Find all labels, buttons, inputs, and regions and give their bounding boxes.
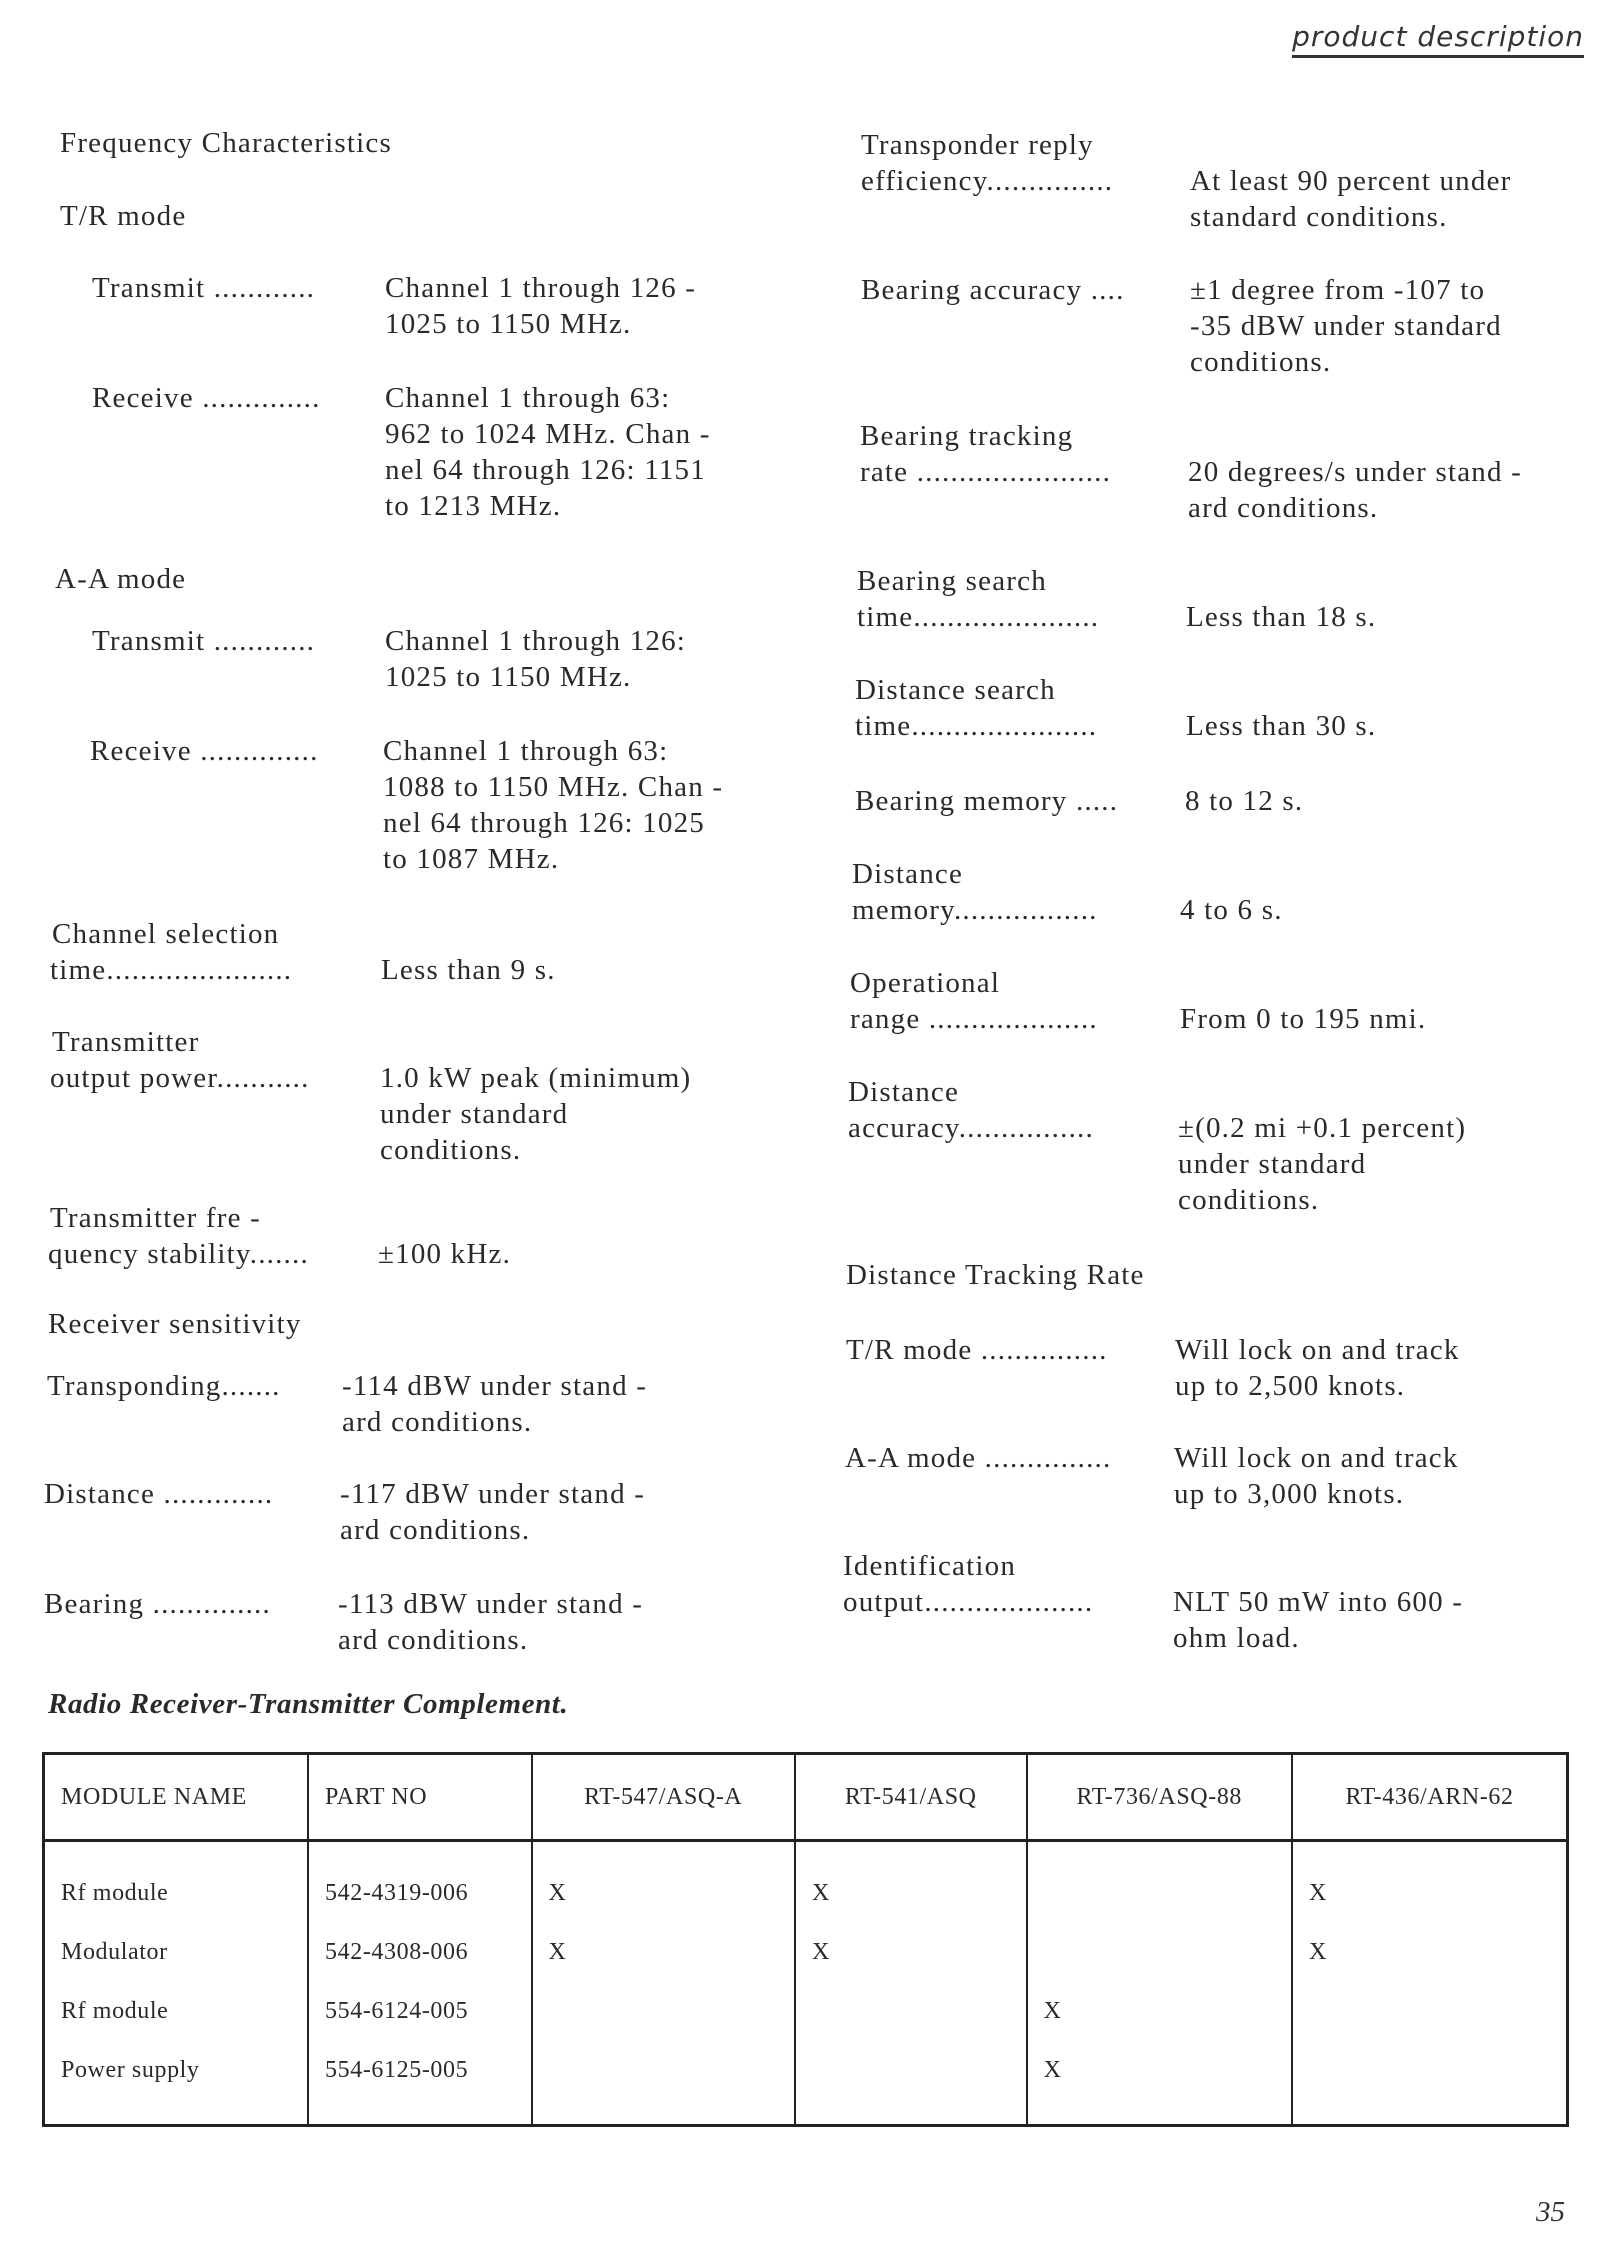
complement-table-caption: Radio Receiver-Transmitter Complement. bbox=[48, 1688, 569, 1720]
distance-search-label-1: Distance search bbox=[855, 674, 1056, 706]
table-cell: Power supply bbox=[44, 2041, 309, 2126]
table-cell: Modulator bbox=[44, 1923, 309, 1982]
section-header: product description bbox=[1292, 20, 1584, 58]
bearing-accuracy-value: ±1 degree from -107 to -35 dBW under standard conditions. bbox=[1190, 274, 1502, 378]
table-cell bbox=[795, 1982, 1027, 2041]
transmitter-output-label-1: Transmitter bbox=[52, 1026, 200, 1058]
table-cell: 542-4319-006 bbox=[308, 1841, 532, 1924]
distance-sensitivity-value: -117 dBW under stand - ard conditions. bbox=[340, 1478, 646, 1546]
aa-receive-label: Receive .............. bbox=[90, 735, 319, 767]
channel-selection-value: Less than 9 s. bbox=[381, 954, 556, 986]
bearing-tracking-label-2: rate ....................... bbox=[860, 456, 1112, 488]
table-cell bbox=[1027, 1841, 1292, 1924]
table-row bbox=[44, 1923, 1568, 1982]
table-cell: X bbox=[1027, 1982, 1292, 2041]
table-cell: Rf module bbox=[44, 1982, 309, 2041]
transponder-reply-value: At least 90 percent under standard conditions. bbox=[1190, 165, 1512, 233]
channel-selection-label-1: Channel selection bbox=[52, 918, 280, 950]
transponding-value: -114 dBW under stand - ard conditions. bbox=[342, 1370, 648, 1438]
aa-mode-tracking-label: A-A mode ............... bbox=[845, 1442, 1112, 1474]
identification-label-2: output.................... bbox=[843, 1586, 1094, 1618]
column-header: RT-436/ARN-62 bbox=[1292, 1754, 1567, 1841]
distance-sensitivity-label: Distance ............. bbox=[44, 1478, 274, 1510]
receiver-sensitivity-heading: Receiver sensitivity bbox=[48, 1308, 302, 1340]
table-cell: X bbox=[795, 1841, 1027, 1924]
table-row bbox=[44, 1841, 1568, 1924]
bearing-tracking-value: 20 degrees/s under stand - ard conditions. bbox=[1188, 456, 1523, 524]
distance-accuracy-value: ±(0.2 mi +0.1 percent) under standard conditions. bbox=[1178, 1112, 1467, 1216]
transmitter-stability-label-1: Transmitter fre - bbox=[50, 1202, 262, 1234]
operational-range-label-2: range .................... bbox=[850, 1003, 1098, 1035]
table-cell: X bbox=[1292, 1923, 1567, 1982]
tr-mode-tracking-value: Will lock on and track up to 2,500 knots. bbox=[1175, 1334, 1460, 1402]
bearing-tracking-label-1: Bearing tracking bbox=[860, 420, 1074, 452]
aa-receive-value: Channel 1 through 63: 1088 to 1150 MHz. Chan - nel 64 through 126: 1025 to 1087 MHz. bbox=[383, 735, 724, 875]
table-row bbox=[44, 1982, 1568, 2041]
tr-mode-heading: T/R mode bbox=[60, 200, 187, 232]
transmitter-stability-label-2: quency stability....... bbox=[48, 1238, 309, 1270]
distance-memory-value: 4 to 6 s. bbox=[1180, 894, 1283, 926]
column-header: MODULE NAME bbox=[44, 1754, 309, 1841]
aa-mode-heading: A-A mode bbox=[55, 563, 187, 595]
channel-selection-label-2: time...................... bbox=[50, 954, 293, 986]
bearing-accuracy-label: Bearing accuracy .... bbox=[861, 274, 1125, 306]
table-cell: 554-6124-005 bbox=[308, 1982, 532, 2041]
bearing-memory-label: Bearing memory ..... bbox=[855, 785, 1119, 817]
table-cell: 542-4308-006 bbox=[308, 1923, 532, 1982]
table-cell bbox=[1292, 2041, 1567, 2126]
aa-transmit-value: Channel 1 through 126: 1025 to 1150 MHz. bbox=[385, 625, 687, 693]
complement-table bbox=[42, 1752, 1569, 2127]
bearing-sensitivity-label: Bearing .............. bbox=[44, 1588, 271, 1620]
tr-mode-tracking-label: T/R mode ............... bbox=[846, 1334, 1108, 1366]
identification-value: NLT 50 mW into 600 - ohm load. bbox=[1173, 1586, 1464, 1654]
tr-receive-label: Receive .............. bbox=[92, 382, 321, 414]
transponder-reply-label-2: efficiency............... bbox=[861, 165, 1114, 197]
transponder-reply-label-1: Transponder reply bbox=[861, 129, 1094, 161]
distance-memory-label-2: memory................. bbox=[852, 894, 1098, 926]
distance-tracking-rate-heading: Distance Tracking Rate bbox=[846, 1259, 1145, 1291]
column-header: RT-736/ASQ-88 bbox=[1027, 1754, 1292, 1841]
frequency-characteristics-heading: Frequency Characteristics bbox=[60, 127, 392, 159]
table-cell: Rf module bbox=[44, 1841, 309, 1924]
transmitter-output-label-2: output power........... bbox=[50, 1062, 310, 1094]
tr-transmit-value: Channel 1 through 126 - 1025 to 1150 MHz. bbox=[385, 272, 697, 340]
table-cell bbox=[795, 2041, 1027, 2126]
aa-transmit-label: Transmit ............ bbox=[92, 625, 316, 657]
aa-mode-tracking-value: Will lock on and track up to 3,000 knots. bbox=[1174, 1442, 1459, 1510]
operational-range-value: From 0 to 195 nmi. bbox=[1180, 1003, 1427, 1035]
tr-transmit-label: Transmit ............ bbox=[92, 272, 316, 304]
column-header: RT-541/ASQ bbox=[795, 1754, 1027, 1841]
bearing-search-label-1: Bearing search bbox=[857, 565, 1047, 597]
table-row bbox=[44, 2041, 1568, 2126]
distance-accuracy-label-2: accuracy................ bbox=[848, 1112, 1094, 1144]
tr-receive-value: Channel 1 through 63: 962 to 1024 MHz. Chan - nel 64 through 126: 1151 to 1213 MHz. bbox=[385, 382, 711, 522]
bearing-search-value: Less than 18 s. bbox=[1186, 601, 1377, 633]
bearing-search-label-2: time...................... bbox=[857, 601, 1100, 633]
table-cell: X bbox=[532, 1923, 795, 1982]
bearing-memory-value: 8 to 12 s. bbox=[1185, 785, 1304, 817]
table-cell: 554-6125-005 bbox=[308, 2041, 532, 2126]
table-cell bbox=[532, 2041, 795, 2126]
table-cell bbox=[1027, 1923, 1292, 1982]
table-header-row bbox=[44, 1754, 1568, 1841]
distance-search-label-2: time...................... bbox=[855, 710, 1098, 742]
column-header: RT-547/ASQ-A bbox=[532, 1754, 795, 1841]
operational-range-label-1: Operational bbox=[850, 967, 1001, 999]
transponding-label: Transponding....... bbox=[47, 1370, 281, 1402]
table-cell: X bbox=[532, 1841, 795, 1924]
distance-search-value: Less than 30 s. bbox=[1186, 710, 1377, 742]
bearing-sensitivity-value: -113 dBW under stand - ard conditions. bbox=[338, 1588, 644, 1656]
table-cell: X bbox=[795, 1923, 1027, 1982]
table-cell bbox=[532, 1982, 795, 2041]
table-cell bbox=[1292, 1982, 1567, 2041]
identification-label-1: Identification bbox=[843, 1550, 1017, 1582]
table-cell: X bbox=[1292, 1841, 1567, 1924]
distance-accuracy-label-1: Distance bbox=[848, 1076, 960, 1108]
transmitter-stability-value: ±100 kHz. bbox=[378, 1238, 512, 1270]
table-cell: X bbox=[1027, 2041, 1292, 2126]
column-header: PART NO bbox=[308, 1754, 532, 1841]
distance-memory-label-1: Distance bbox=[852, 858, 964, 890]
page-number: 35 bbox=[1536, 2196, 1565, 2228]
transmitter-output-value: 1.0 kW peak (minimum) under standard conditions. bbox=[380, 1062, 692, 1166]
